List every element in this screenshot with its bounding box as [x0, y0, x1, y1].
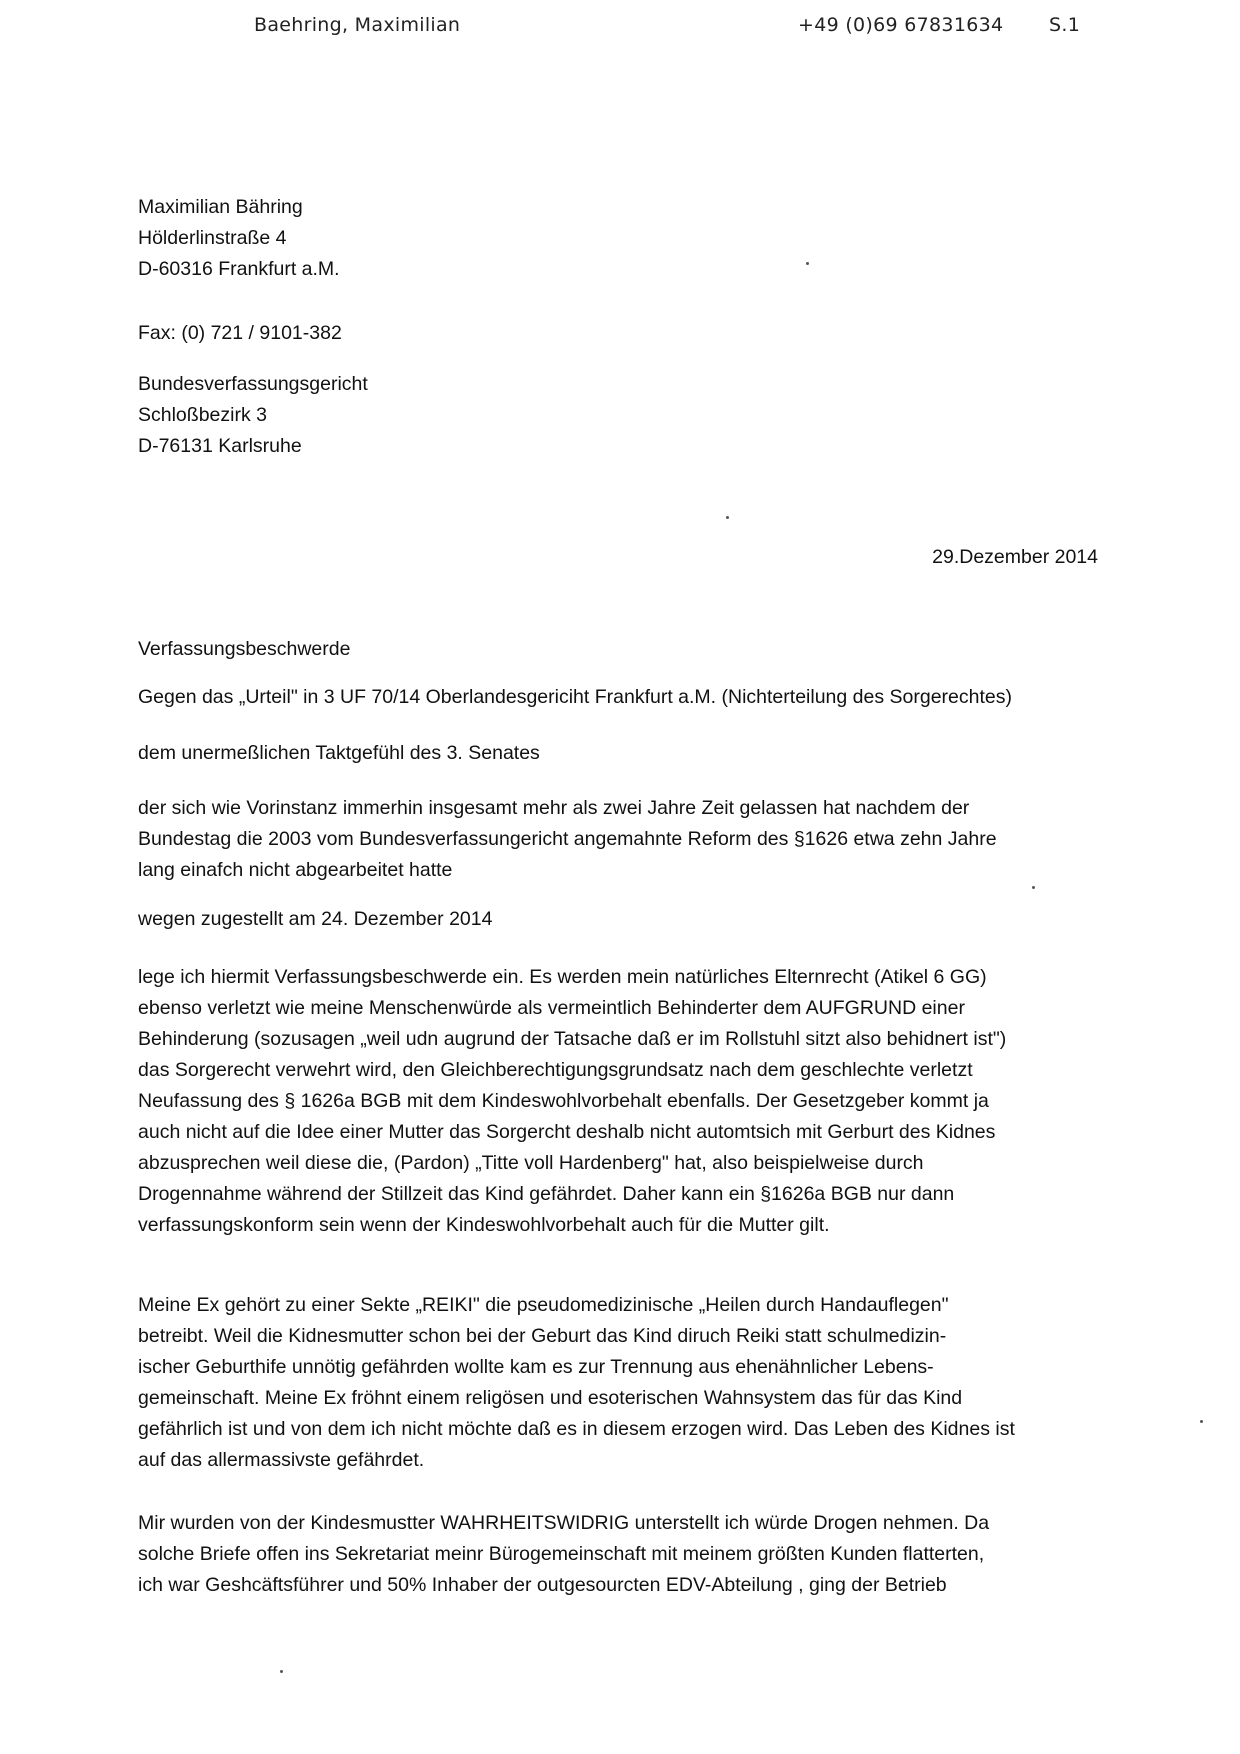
- paragraph-line: lege ich hiermit Verfassungsbeschwerde ein. Es werden mein natürliches Elternrecht (Atikel 6 GG): [138, 966, 987, 988]
- paragraph-line: Behinderung (sozusagen „weil udn augrund der Tatsache daß er im Rollstuhl sitzt also behidnert ist"): [138, 1028, 1007, 1050]
- recipient-city: D-76131 Karlsruhe: [138, 435, 302, 457]
- letter-date: 29.Dezember 2014: [932, 546, 1098, 568]
- recipient-address: [138, 369, 368, 462]
- letter-subject: Verfassungsbeschwerde: [138, 638, 351, 660]
- tact-line: dem unermeßlichen Taktgefühl des 3. Senates: [138, 742, 540, 764]
- paragraph-line: abzusprechen weil diese die, (Pardon) „Titte voll Hardenberg" hat, also beispielweise durch: [138, 1152, 924, 1174]
- paragraph-reiki: [138, 1290, 1098, 1476]
- paragraph-senate: [138, 793, 1098, 886]
- paragraph-line: ich war Geshcäftsführer und 50% Inhaber der outgesourcten EDV-Abteilung , ging der Betrieb: [138, 1574, 947, 1596]
- against-line: Gegen das „Urteil" in 3 UF 70/14 Oberlandesgericiht Frankfurt a.M. (Nichterteilung des Sorgerechtes): [138, 686, 1012, 708]
- fax-number: Fax: (0) 721 / 9101-382: [138, 322, 342, 344]
- sender-city: D-60316 Frankfurt a.M.: [138, 258, 340, 280]
- paragraph-line: lang einafch nicht abgearbeitet hatte: [138, 859, 453, 881]
- served-line: wegen zugestellt am 24. Dezember 2014: [138, 908, 493, 930]
- paragraph-line: gefährlich ist und von dem ich nicht möchte daß es in diesem erzogen wird. Das Leben des Kidnes ist: [138, 1418, 1015, 1440]
- paragraph-line: Drogennahme während der Stillzeit das Kind gefährdet. Daher kann ein §1626a BGB nur dann: [138, 1183, 955, 1205]
- paragraph-line: Mir wurden von der Kindesmustter WAHRHEITSWIDRIG unterstellt ich würde Drogen nehmen. Da: [138, 1512, 990, 1534]
- paragraph-line: auch nicht auf die Idee einer Mutter das Sorgercht deshalb nicht automtsich mit Gerburt des Kidnes: [138, 1121, 996, 1143]
- sender-address: [138, 192, 340, 285]
- paragraph-line: der sich wie Vorinstanz immerhin insgesamt mehr als zwei Jahre Zeit gelassen hat nachdem der: [138, 797, 970, 819]
- fax-header: [0, 14, 1240, 38]
- paragraph-drugs: [138, 1508, 1098, 1601]
- paragraph-line: auf das allermassivste gefährdet.: [138, 1449, 425, 1471]
- scan-speck: [1200, 1420, 1203, 1423]
- paragraph-line: ebenso verletzt wie meine Menschenwürde als vermeintlich Behinderter dem AUFGRUND einer: [138, 997, 965, 1019]
- paragraph-complaint: [138, 962, 1098, 1241]
- paragraph-line: das Sorgerecht verwehrt wird, den Gleichberechtigungsgrundsatz nach dem geschlechte verletzt: [138, 1059, 973, 1081]
- fax-sender-name: Baehring, Maximilian: [254, 14, 461, 36]
- sender-name: Maximilian Bähring: [138, 196, 303, 218]
- fax-page-number: S.1: [1049, 14, 1081, 36]
- scan-speck: [806, 262, 809, 265]
- recipient-street: Schloßbezirk 3: [138, 404, 267, 426]
- scan-speck: [1032, 886, 1035, 889]
- paragraph-line: verfassungskonform sein wenn der Kindeswohlvorbehalt auch für die Mutter gilt.: [138, 1214, 830, 1236]
- paragraph-line: gemeinschaft. Meine Ex fröhnt einem religösen und esoterischen Wahnsystem das für das Kind: [138, 1387, 963, 1409]
- paragraph-line: betreibt. Weil die Kidnesmutter schon bei der Geburt das Kind diruch Reiki statt schulmedizin-: [138, 1325, 947, 1347]
- scan-speck: [280, 1670, 283, 1673]
- paragraph-line: solche Briefe offen ins Sekretariat meinr Bürogemeinschaft mit meinem größten Kunden flatterten,: [138, 1543, 985, 1565]
- paragraph-line: Neufassung des § 1626a BGB mit dem Kindeswohlvorbehalt ebenfalls. Der Gesetzgeber kommt ja: [138, 1090, 989, 1112]
- fax-phone-number: +49 (0)69 67831634: [798, 14, 1004, 36]
- recipient-name: Bundesverfassungsgericht: [138, 373, 368, 395]
- paragraph-line: Bundestag die 2003 vom Bundesverfassungericht angemahnte Reform des §1626 etwa zehn Jahre: [138, 828, 997, 850]
- paragraph-line: Meine Ex gehört zu einer Sekte „REIKI" die pseudomedizinische „Heilen durch Handauflegen": [138, 1294, 949, 1316]
- scan-speck: [726, 516, 729, 519]
- sender-street: Hölderlinstraße 4: [138, 227, 287, 249]
- paragraph-line: ischer Geburthife unnötig gefährden wollte kam es zur Trennung aus ehenähnlicher Lebens-: [138, 1356, 934, 1378]
